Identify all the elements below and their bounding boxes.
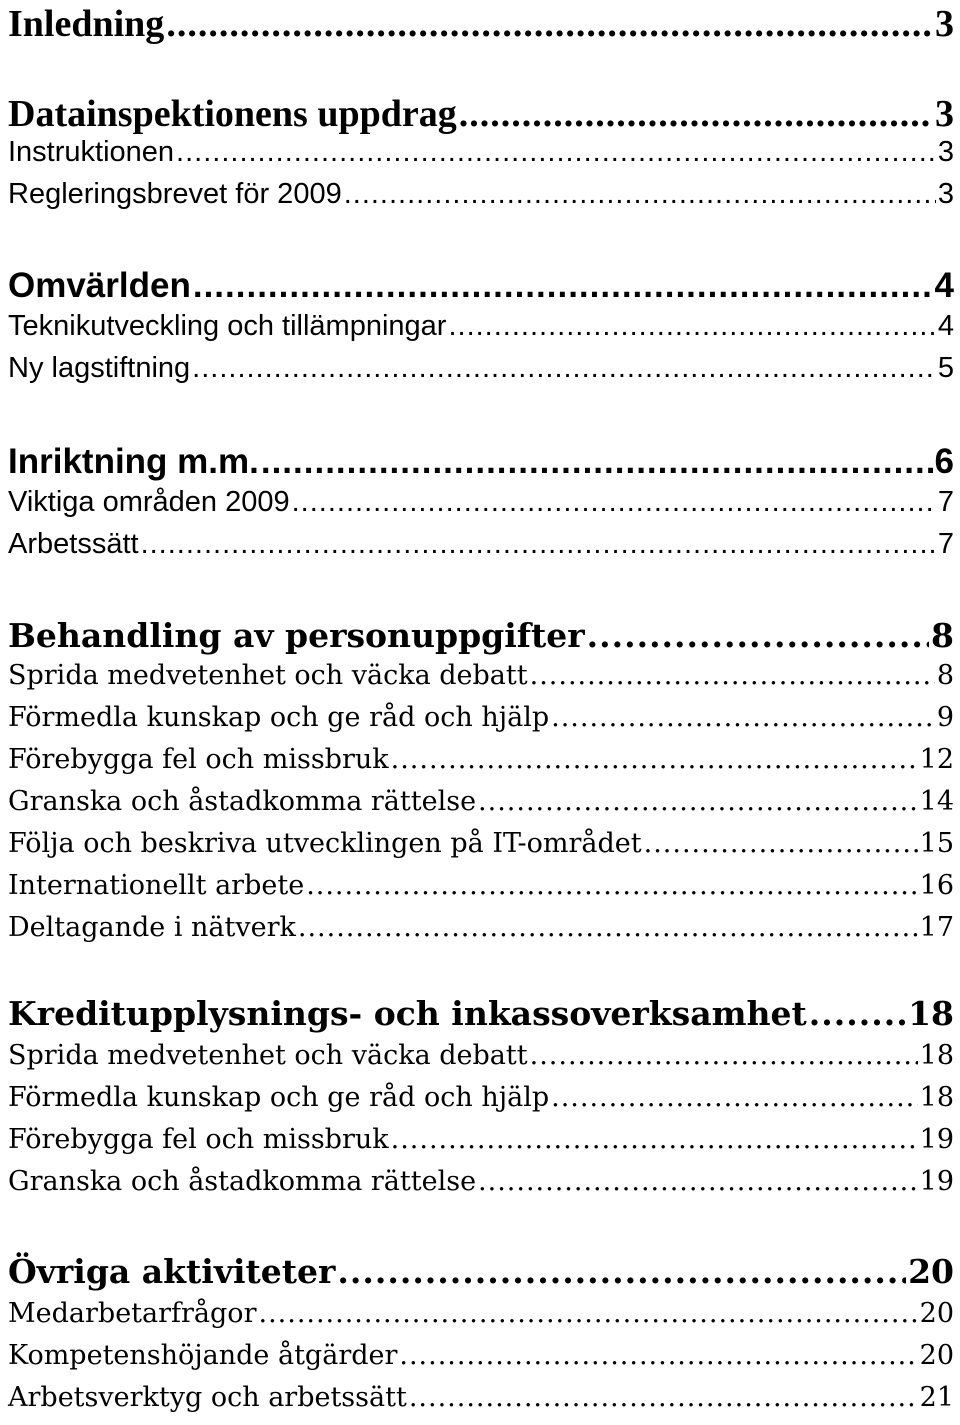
toc-subentry[interactable] — [8, 1166, 954, 1197]
toc-entry-title: Förmedla kunskap och ge råd och hjälp — [8, 702, 550, 733]
toc-entry-title: Följa och beskriva utvecklingen på IT-området — [8, 828, 642, 859]
toc-subentry[interactable] — [8, 870, 954, 901]
toc-page-number: 12 — [919, 744, 954, 775]
toc-subentry[interactable] — [8, 352, 954, 385]
dot-leader — [141, 528, 936, 561]
toc-entry-title: Förebygga fel och missbruk — [8, 1124, 389, 1155]
dot-leader — [644, 828, 918, 859]
toc-subentry[interactable] — [8, 828, 954, 859]
toc-page-number: 16 — [919, 870, 954, 901]
toc-subentry[interactable] — [8, 528, 954, 561]
dot-leader — [459, 92, 933, 136]
dot-leader — [292, 486, 936, 519]
dot-leader — [478, 786, 918, 817]
dot-leader — [530, 660, 935, 691]
dot-leader — [399, 1340, 917, 1371]
dot-leader — [298, 912, 918, 943]
toc-page-number: 8 — [931, 616, 954, 655]
toc-entry-title: Teknikutveckling och tillämpningar — [8, 310, 447, 342]
toc-page-number: 3 — [935, 3, 954, 45]
toc-entry-title: Granska och åstadkomma rättelse — [8, 1166, 477, 1197]
toc-entry-title: Behandling av personuppgifter — [8, 616, 585, 655]
toc-subentry[interactable] — [8, 1040, 954, 1071]
dot-leader — [587, 616, 929, 655]
toc-subentry[interactable] — [8, 1082, 954, 1113]
toc-entry-title: Granska och åstadkomma rättelse — [8, 786, 477, 817]
toc-subentry[interactable] — [8, 486, 954, 519]
toc-page-number: 15 — [919, 828, 954, 859]
toc-entry-title: Ny lagstiftning — [8, 352, 191, 384]
toc-page-number: 4 — [934, 266, 954, 305]
toc-entry-title: Arbetssätt — [8, 528, 139, 560]
toc-subentry[interactable] — [8, 1298, 954, 1329]
toc-entry-title: Förebygga fel och missbruk — [8, 744, 389, 775]
toc-entry-title: Deltagande i nätverk — [8, 912, 296, 943]
toc-entry-title: Instruktionen — [8, 136, 175, 168]
toc-page-number: 19 — [919, 1124, 954, 1155]
toc-page-number: 20 — [919, 1298, 954, 1329]
toc-page-number: 9 — [936, 702, 954, 733]
toc-subentry[interactable] — [8, 1340, 954, 1371]
toc-entry-title: Sprida medvetenhet och väcka debatt — [8, 660, 528, 691]
toc-subentry[interactable] — [8, 786, 954, 817]
dot-leader — [391, 744, 918, 775]
toc-subentry[interactable] — [8, 178, 954, 211]
dot-leader — [409, 1382, 918, 1413]
toc-page-number: 6 — [934, 442, 954, 481]
toc-page-number: 7 — [937, 486, 954, 518]
toc-subentry[interactable] — [8, 744, 954, 775]
toc-page-number: 19 — [919, 1166, 954, 1197]
toc-page-number: 3 — [937, 136, 954, 168]
toc-entry-title: Förmedla kunskap och ge råd och hjälp — [8, 1082, 550, 1113]
toc-entry-title: Övriga aktiviteter — [8, 1252, 336, 1291]
dot-leader — [448, 310, 935, 343]
toc-entry-title: Viktiga områden 2009 — [8, 486, 290, 518]
toc-page-number: 18 — [919, 1040, 954, 1071]
dot-leader — [551, 1082, 918, 1113]
toc-page-number: 5 — [937, 352, 954, 384]
dot-leader — [193, 266, 933, 306]
toc-entry-title: Sprida medvetenhet och väcka debatt — [8, 1040, 528, 1071]
toc-heading[interactable] — [8, 92, 954, 136]
dot-leader — [344, 178, 936, 211]
toc-page-number: 3 — [937, 178, 954, 210]
toc-subentry[interactable] — [8, 912, 954, 943]
toc-subentry[interactable] — [8, 136, 954, 169]
toc-heading[interactable] — [8, 266, 954, 306]
toc-page-number: 20 — [908, 1252, 954, 1291]
dot-leader — [306, 870, 917, 901]
toc-page-number: 18 — [919, 1082, 954, 1113]
dot-leader — [166, 2, 933, 46]
toc-subentry[interactable] — [8, 310, 954, 343]
toc-entry-title: Datainspektionens uppdrag — [8, 93, 457, 135]
toc-entry-title: Inriktning m.m. — [8, 442, 259, 481]
toc-entry-title: Inledning — [8, 3, 165, 45]
dot-leader — [258, 1298, 917, 1329]
dot-leader — [551, 702, 935, 733]
dot-leader — [192, 352, 936, 385]
toc-entry-title: Regleringsbrevet för 2009 — [8, 178, 342, 210]
toc-heading[interactable] — [8, 994, 954, 1033]
toc-heading[interactable] — [8, 616, 954, 655]
toc-subentry[interactable] — [8, 660, 954, 691]
toc-heading[interactable] — [8, 2, 954, 46]
toc-page-number: 3 — [935, 93, 954, 135]
dot-leader — [337, 1252, 906, 1291]
toc-page-number: 20 — [919, 1340, 954, 1371]
toc-heading[interactable] — [8, 442, 954, 482]
toc-entry-title: Internationellt arbete — [8, 870, 305, 901]
dot-leader — [809, 994, 906, 1033]
toc-entry-title: Kompetenshöjande åtgärder — [8, 1340, 398, 1371]
dot-leader — [530, 1040, 918, 1071]
dot-leader — [176, 136, 936, 169]
toc-subentry[interactable] — [8, 1382, 954, 1413]
toc-page-number: 18 — [908, 994, 954, 1033]
toc-entry-title: Medarbetarfrågor — [8, 1298, 257, 1329]
dot-leader — [478, 1166, 918, 1197]
toc-page-number: 7 — [937, 528, 954, 560]
toc-entry-title: Kreditupplysnings- och inkassoverksamhet — [8, 994, 807, 1033]
toc-heading[interactable] — [8, 1252, 954, 1291]
toc-subentry[interactable] — [8, 1124, 954, 1155]
toc-page-number: 14 — [919, 786, 954, 817]
toc-page-number: 17 — [919, 912, 954, 943]
dot-leader — [261, 442, 933, 482]
toc-subentry[interactable] — [8, 702, 954, 733]
dot-leader — [391, 1124, 918, 1155]
toc-page-number: 4 — [937, 310, 954, 342]
toc-entry-title: Omvärlden — [8, 266, 191, 305]
toc-page-number: 8 — [936, 660, 954, 691]
toc-page-number: 21 — [919, 1382, 954, 1413]
toc-entry-title: Arbetsverktyg och arbetssätt — [8, 1382, 407, 1413]
